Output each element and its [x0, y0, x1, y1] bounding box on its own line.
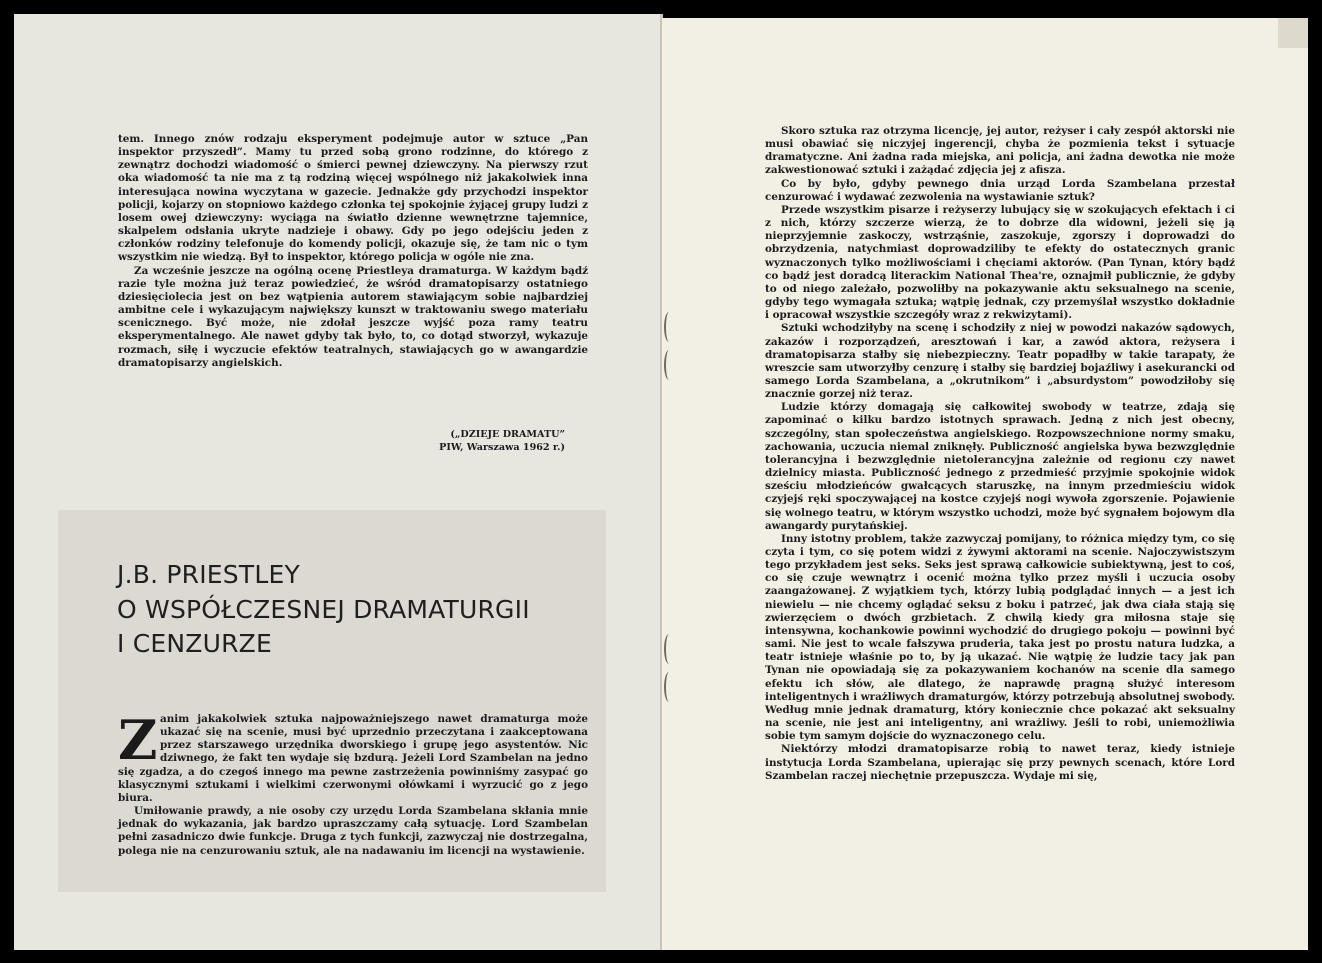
intro-paragraph	[118, 708, 588, 805]
paragraph: Inny istotny problem, także zazwyczaj pomijany, to różnica między tym, co się czyta i tym, co się potem widzi z żywymi aktorami na scenie. Najoczywistszym tego przykładem jest seks. Seks jest sprawą całkowicie subiektywną, jest to coś, co się czuje wewnątrz i ocenić można tylko przez myśli i uczucia osoby zaangażowanej. Z wyjątkiem tych, którzy lubią podglądać innych — a jest ich niewielu — nie chcemy oglądać seksu z boku i patrzeć, jak dwa ciała stają się zwierzęciem o dwóch grzbietach. Z chwilą kiedy gra miłosna staje się intensywna, kochankowie powinni wychodzić do drugiego pokoju — powinni być sami. Nie jest to wcale fałszywa pruderia, taka jest po prostu natura ludzka, a teatr istnieje właśnie po to, by ją ukazać. Nie wątpię że ludzie tacy jak pan Tynan nie opowiadają się za pokazywaniem kochanów na scenie dla samego efektu ich słów, ale dlatego, że naprawdę pragną służyć interesom inteligentnych i wrażliwych dramaturgów, którzy potrzebują absolutnej swobody. Według mnie jednak dramaturg, który koniecznie chce pokazać akt seksualny na scenie, nie jest ani inteligentny, ani wrażliwy. Jeśli to robi, uniemożliwia sobie tym samym dojście do wyznaczonego celu.	[765, 532, 1235, 743]
staple-mark	[664, 634, 674, 664]
paragraph: Przede wszystkim pisarze i reżyserzy lubujący się w szokujących efektach i ci z nich, którzy szczerze wierzą, że to dobrze dla widowni, jeżeli się ją nieprzyjemnie zaskoczy, wstrząśnie, zaszokuje, zgorszy i doprowadzi do obrzydzenia, natychmiast doprowadziliby te efekty do ostatecznych granic wyznaczonych tylko możliwościami i chęciami aktorów. (Pan Tynan, który bądź co bądź jest doradcą literackim National Thea're, oznajmił publicznie, że gdyby to od niego zależało, pozwoliłby na pokazywanie aktu seksualnego na scenie, gdyby tego wymagała sztuka; wątpię jednak, czy przemyślał wszystko dokładnie i opracował wszystkie szczegóły wraz z rekwizytami).	[765, 203, 1235, 322]
source-line: PIW, Warszawa 1962 r.)	[439, 442, 565, 453]
paragraph: Co by było, gdyby pewnego dnia urząd Lorda Szambelana przestał cenzurować i wydawać zezwolenia na wystawianie sztuk?	[765, 177, 1235, 203]
staple-mark	[664, 350, 674, 380]
intro-text	[118, 708, 588, 858]
drop-cap: Z	[118, 708, 158, 772]
title-line: I CENZURZE	[117, 629, 272, 658]
corner-tab	[1278, 18, 1308, 48]
article-title	[117, 558, 587, 662]
paragraph: Za wcześnie jeszcze na ogólną ocenę Priestleya dramaturga. W każdym bądź razie tyle można już teraz powiedzieć, że wśród dramatopisarzy ostatniego dziesięciolecia jest on bez wątpienia autorem stawiającym sobie najbardziej ambitne cele i wykazującym największy kunszt w traktowaniu swego materiału scenicznego. Być może, nie zdołał jeszcze wyjść poza ramy teatru eksperymentalnego. Ale nawet gdyby tak było, to, co dotąd stworzył, wykazuje rozmach, siłę i wyczucie efektów teatralnych, stawiających go w awangardzie dramatopisarzy angielskich.	[118, 264, 588, 369]
paragraph: Niektórzy młodzi dramatopisarze robią to nawet teraz, kiedy istnieje instytucja Lorda Szambelana, upierając się przy pewnych scenach, które Lord Szambelan raczej niechętnie przepuszcza. Wydaje mi się,	[765, 743, 1235, 782]
source-line: („DZIEJE DRAMATU”	[450, 429, 565, 440]
title-line: O WSPÓŁCZESNEJ DRAMATURGII	[117, 594, 530, 624]
paragraph: Skoro sztuka raz otrzyma licencję, jej autor, reżyser i cały zespół aktorski nie musi obawiać się niczyjej ingerencji, chyba że pozmienia tekst i sytuacje dramatyczne. Ani żadna rada miejska, ani policja, ani żadna dewotka nie może zakwestionować sztuki i zażądać zdjęcia jej z afisza.	[765, 125, 1235, 177]
title-line: J.B. PRIESTLEY	[117, 560, 300, 589]
right-column-text	[765, 125, 1235, 783]
staple-mark	[664, 672, 674, 702]
staple-mark	[664, 312, 674, 342]
paragraph: Umiłowanie prawdy, a nie osoby czy urzędu Lorda Szambelana skłania mnie jednak do wykazania, jak bardzo upraszczamy całą sytuację. Lord Szambelan pełni zasadniczo dwie funkcje. Druga z tych funkcji, zazwyczaj nie dostrzegalna, polega nie na cenzurowaniu sztuk, ale na nadawaniu im licencji na wystawienie.	[118, 805, 588, 857]
intro-paragraph-text: anim jakakolwiek sztuka najpoważniejszego nawet dramaturga może ukazać się na scenie, musi być uprzednio przeczytana i zaakceptowana przez starszawego urzędnika dworskiego i grupę jego asystentów. Nic dziwnego, że fakt ten wydaje się bzdurą. Jeżeli Lord Szambelan na jedno się zgadza, a do czegoś innego ma pewne zastrzeżenia powinniśmy zasypać go klasycznymi sztukami i wielkimi czerwonymi ołówkami i wyrzucić go z jego biura.	[118, 713, 588, 804]
paragraph: tem. Innego znów rodzaju eksperyment podejmuje autor w sztuce „Pan inspektor przyszedł”. Mamy tu przed sobą grono rodzinne, do którego z zewnątrz dochodzi wiadomość o śmierci pewnej dziewczyny. Na pierwszy rzut oka wiadomość ta nie ma z tą rodziną więcej wspólnego niż jakakolwiek inna interesująca nowina wyczytana w gazecie. Jednakże gdy przychodzi inspektor policji, kojarzy on stopniowo każdego członka tej spokojnie żyjącej grupy ludzi z losem owej dziewczyny: wyciąga na światło dzienne wewnętrzne tajemnice, skalpelem odsłania ukryte nadzieje i obawy. Gdy po jego odejściu jeden z członków rodziny telefonuje do komendy policji, okazuje się, że tam nic o tym wszystkim nie wiedzą. Był to inspektor, którego policja w ogóle nie zna.	[118, 133, 588, 264]
left-continuation-text	[118, 133, 588, 370]
paragraph: Ludzie którzy domagają się całkowitej swobody w teatrze, zdają się zapominać o kilku bardzo istotnych sprawach. Jedną z nich jest obecny, szczególny, stan społeczeństwa angielskiego. Rozpowszechnione normy smaku, zachowania, uczucia niemal zniknęły. Publiczność angielska bywa bezwzględnie tolerancyjna i bezwzględnie nietolerancyjna zależnie od regionu czy nawet dzielnicy miasta. Publiczność jednego z przedmieść przyjmie spokojnie widok sześciu młodzieńców gwałcących staruszkę, na innym przedmieściu widok czyjejś ręki spoczywającej na kostce czyjejś nogi wywoła zgorszenie. Pojawienie się wolnego teatru, w którym wszystko uchodzi, może być sygnałem bojowym dla awangardy purytańskiej.	[765, 401, 1235, 532]
source-citation	[360, 428, 565, 454]
paragraph: Sztuki wchodziłyby na scenę i schodziły z niej w powodzi nakazów sądowych, zakazów i rozporządzeń, aresztowań i kar, a zawód aktora, reżysera i dramatopisarza stałby się niebezpieczny. Teatr popadłby w takie tarapaty, że wreszcie sam utworzyłby cenzurę i stałby się bardziej bojaźliwy i asekurancki od samego Lorda Szambelana, a „okrutnikom” i „absurdystom” powodziłoby się znacznie gorzej niż teraz.	[765, 322, 1235, 401]
